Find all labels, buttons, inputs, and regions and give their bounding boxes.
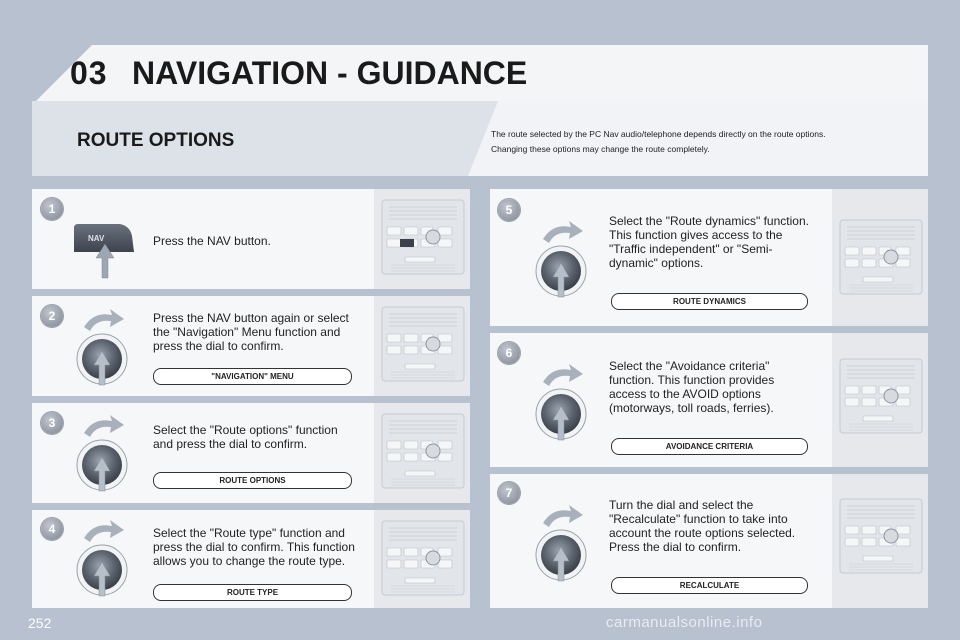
page-number: 252 <box>28 615 52 631</box>
step-3-text <box>153 423 373 451</box>
step-6-text <box>609 359 829 415</box>
step-6-line: access to the AVOID options <box>609 387 761 401</box>
rotary-dial-icon <box>72 413 138 498</box>
intro-text <box>491 127 911 157</box>
step-7-text <box>609 498 829 554</box>
rotary-dial-icon <box>531 219 597 304</box>
step-number-7: 7 <box>498 482 520 504</box>
page-title: NAVIGATION - GUIDANCE <box>132 55 528 91</box>
step-2-line: the "Navigation" Menu function and <box>153 325 341 339</box>
menu-label-route-type: ROUTE TYPE <box>153 584 352 601</box>
step-2-line: press the dial to confirm. <box>153 339 284 353</box>
step-number-5: 5 <box>498 199 520 221</box>
step-6-line: function. This function provides <box>609 373 775 387</box>
menu-label-route-options: ROUTE OPTIONS <box>153 472 352 489</box>
step-number-2: 2 <box>41 305 63 327</box>
step-6-line: (motorways, toll roads, ferries). <box>609 401 774 415</box>
step-number-4: 4 <box>41 518 63 540</box>
step-number-3: 3 <box>41 412 63 434</box>
rotary-dial-icon <box>531 503 597 588</box>
step-4-text <box>153 526 373 568</box>
step-number-1: 1 <box>41 198 63 220</box>
step-number-6: 6 <box>498 342 520 364</box>
radio-panel-icon <box>381 306 465 387</box>
menu-label-route-dynamics: ROUTE DYNAMICS <box>611 293 808 310</box>
radio-panel-icon <box>839 358 923 439</box>
step-5-line: This function gives access to the <box>609 228 783 242</box>
menu-label-avoidance-criteria: AVOIDANCE CRITERIA <box>611 438 808 455</box>
step-7-line: "Recalculate" function to take into <box>609 512 788 526</box>
step-3-line: Select the "Route options" function <box>153 423 338 437</box>
step-1-line: Press the NAV button. <box>153 234 271 248</box>
nav-button-text: NAV <box>88 234 105 243</box>
step-7-line: Turn the dial and select the <box>609 498 754 512</box>
radio-panel-icon <box>839 498 923 579</box>
radio-panel-icon <box>381 199 465 280</box>
step-5-line: Select the "Route dynamics" function. <box>609 214 809 228</box>
step-6-line: Select the "Avoidance criteria" <box>609 359 770 373</box>
step-3-line: and press the dial to confirm. <box>153 437 308 451</box>
step-5-line: dynamic" options. <box>609 256 704 270</box>
step-5-text <box>609 214 829 270</box>
step-1-text <box>153 234 363 248</box>
step-2-line: Press the NAV button again or select <box>153 311 349 325</box>
watermark: carmanualsonline.info <box>606 614 763 631</box>
step-4-line: press the dial to confirm. This function <box>153 540 355 554</box>
menu-label-recalculate: RECALCULATE <box>611 577 808 594</box>
rotary-dial-icon <box>72 518 138 603</box>
step-2-text <box>153 311 373 353</box>
step-5-line: "Traffic independent" or "Semi- <box>609 242 773 256</box>
rotary-dial-icon <box>72 307 138 392</box>
nav-button-icon <box>72 222 140 280</box>
step-4-line: allows you to change the route type. <box>153 554 346 568</box>
step-7-line: account the route options selected. <box>609 526 796 540</box>
radio-panel-icon <box>381 520 465 601</box>
radio-panel-icon <box>839 219 923 300</box>
chapter-number: 03 <box>70 55 108 91</box>
menu-label-navigation: "NAVIGATION" MENU <box>153 368 352 385</box>
radio-panel-icon <box>381 413 465 494</box>
step-7-line: Press the dial to confirm. <box>609 540 742 554</box>
section-title: ROUTE OPTIONS <box>77 130 235 151</box>
step-4-line: Select the "Route type" function and <box>153 526 345 540</box>
intro-line-2: Changing these options may change the route completely. <box>491 144 710 154</box>
rotary-dial-icon <box>531 362 597 447</box>
intro-line-1: The route selected by the PC Nav audio/telephone depends directly on the route options. <box>491 129 826 139</box>
